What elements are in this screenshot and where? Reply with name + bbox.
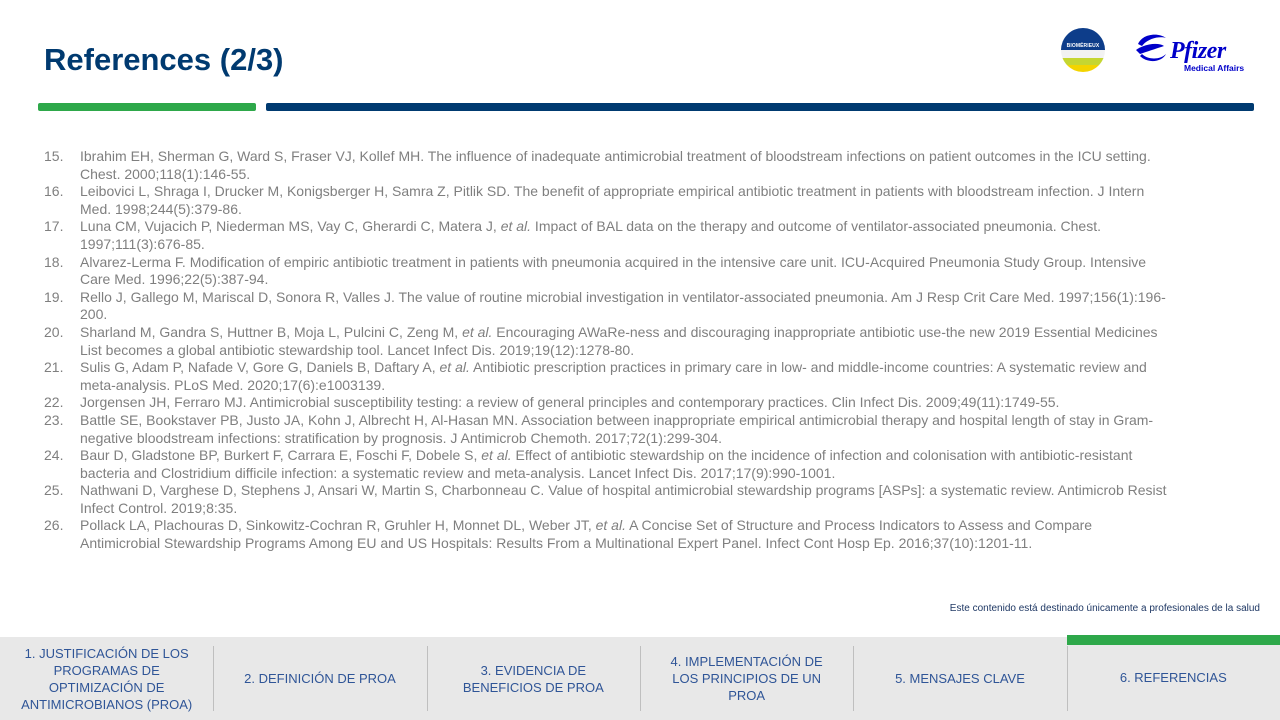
reference-item: [44, 218, 1169, 253]
reference-details: Antibiotic prescription practices in primary care in low- and middle-income countries: A systematic review and meta-analysis. PLoS Med. 2020;17(6):e1003139.: [80, 359, 1147, 393]
reference-text: Leibovici L, Shraga I, Drucker M, Konigsberger H, Samra Z, Pitlik SD. The benefit of appropriate empirical antibiotic treatment in patients with bloodstream infection. J Intern Med. 1998;244(5):379-86.: [80, 183, 1145, 217]
reference-details: A Concise Set of Structure and Process Indicators to Assess and Compare Antimicrobial Stewardship Programs Among EU and US Hospitals: Results From a Multinational Expert Panel. Infect Cont Hosp Ep. 2016;37(10):1201-11.: [80, 517, 1093, 552]
section-nav: [0, 637, 1280, 720]
reference-number: 26.: [44, 517, 64, 534]
reference-text: Battle SE, Bookstaver PB, Justo JA, Kohn J, Albrecht H, Al-Hasan MN. Association between inappropriate empirical antimicrobial therapy and hospital length of stay in Gram-negative bloodstream infections: stratification by prognosis. J Antimicrob Chemoth. 2017;72(1):299-304.: [80, 411, 1154, 446]
header-rule-blue: [266, 103, 1254, 111]
reference-number: 17.: [44, 218, 64, 235]
reference-item: [44, 517, 1169, 552]
reference-item: [44, 447, 1169, 482]
reference-item: [44, 324, 1169, 359]
reference-number: 22.: [44, 394, 64, 411]
reference-text: Ibrahim EH, Sherman G, Ward S, Fraser VJ, Kollef MH. The influence of inadequate antimicrobial treatment of bloodstream infections on patient outcomes in the ICU setting. Chest. 2000;118(1):146-55.: [80, 148, 1151, 182]
biomerieux-logo-text: BIOMÉRIEUX: [1066, 43, 1100, 49]
reference-et-al: et al.: [595, 517, 626, 534]
reference-details: Impact of BAL data on the therapy and outcome of ventilator-associated pneumonia. Chest. 1997;111(3):676-85.: [80, 218, 1101, 252]
reference-text: [80, 218, 1101, 252]
reference-number: 16.: [44, 183, 64, 200]
reference-number: 25.: [44, 482, 64, 499]
reference-item: [44, 482, 1169, 517]
reference-authors: Sharland M, Gandra S, Huttner B, Moja L, Pulcini C, Zeng M,: [80, 323, 463, 340]
nav-tab-label: 3. EVIDENCIA DE BENEFICIOS DE PROA: [462, 662, 604, 695]
reference-number: 15.: [44, 148, 64, 164]
pfizer-logo: [1132, 28, 1256, 76]
reference-item: [44, 254, 1169, 289]
biomerieux-logo: [1061, 28, 1105, 72]
reference-item: [44, 148, 1169, 183]
nav-tab-6[interactable]: [1067, 637, 1280, 720]
pfizer-wordmark: Pfizer: [1170, 38, 1226, 64]
reference-text: [80, 324, 1158, 358]
disclaimer-text: Este contenido está destinado únicamente a profesionales de la salud: [949, 603, 1260, 614]
reference-item: [44, 359, 1169, 394]
reference-text: Alvarez-Lerma F. Modification of empiric antibiotic treatment in patients with pneumonia acquired in the intensive care unit. ICU-Acquired Pneumonia Study Group. Intensive Care Med. 1996;22(5):387-94.: [80, 253, 1147, 288]
reference-item: [44, 289, 1169, 324]
reference-details: Encouraging AWaRe-ness and discouraging inappropriate antibiotic use-the new 2019 Essential Medicines List becomes a global antibiotic stewardship tool. Lancet Infect Dis. 2019;19(12):1278-80.: [80, 323, 1158, 358]
reference-text: [80, 359, 1147, 393]
reference-text: Rello J, Gallego M, Mariscal D, Sonora R, Valles J. The value of routine microbial investigation in ventilator-associated pneumonia. Am J Resp Crit Care Med. 1997;156(1):196-200.: [80, 288, 1166, 323]
nav-tab-5[interactable]: [853, 637, 1066, 720]
reference-text: Nathwani D, Varghese D, Stephens J, Ansari W, Martin S, Charbonneau C. Value of hospital antimicrobial stewardship programs [ASPs]: a systematic review. Antimicrob Resist Infect Control. 2019;8:35.: [80, 482, 1167, 516]
reference-number: 21.: [44, 359, 64, 376]
reference-number: 19.: [44, 288, 64, 305]
reference-authors: Baur D, Gladstone BP, Burkert F, Carrara E, Foschi F, Dobele S,: [80, 447, 482, 464]
header-rule-green: [38, 103, 256, 111]
nav-tab-label: 5. MENSAJES CLAVE: [895, 671, 1025, 686]
page-title: References (2/3): [44, 42, 284, 77]
reference-item: [44, 412, 1169, 447]
nav-tab-label: 1. JUSTIFICACIÓN DE LOS PROGRAMAS DE OPTIMIZACIÓN DE ANTIMICROBIANOS (PROA): [21, 645, 193, 712]
reference-authors: Luna CM, Vujacich P, Niederman MS, Vay C, Gherardi C, Matera J,: [80, 218, 501, 235]
reference-text: [80, 447, 1132, 481]
reference-text: Jorgensen JH, Ferraro MJ. Antimicrobial susceptibility testing: a review of general principles and contemporary practices. Clin Infect Dis. 2009;49(11):1749-55.: [80, 394, 1060, 411]
nav-tab-label: 6. REFERENCIAS: [1119, 670, 1227, 685]
nav-tab-label: 2. DEFINICIÓN DE PROA: [244, 671, 396, 686]
reference-number: 24.: [44, 447, 64, 464]
pfizer-subtitle: Medical Affairs: [1184, 63, 1245, 73]
reference-et-al: et al.: [462, 323, 493, 340]
reference-authors: Pollack LA, Plachouras D, Sinkowitz-Cochran R, Gruhler H, Monnet DL, Weber JT,: [80, 517, 596, 534]
pfizer-pill-icon: [1132, 30, 1170, 66]
reference-item: [44, 394, 1169, 412]
nav-tab-1[interactable]: [0, 637, 213, 720]
reference-text: [80, 517, 1092, 551]
reference-number: 20.: [44, 323, 64, 340]
reference-et-al: et al.: [500, 218, 532, 235]
nav-tab-2[interactable]: [213, 637, 426, 720]
reference-details: Effect of antibiotic stewardship on the incidence of infection and colonisation with antibiotic-resistant bacteria and Clostridium difficile infection: a systematic review and meta-analysis. Lancet Infect Dis. 2017;17(9):990-1001.: [80, 447, 1133, 481]
nav-tab-label: 4. IMPLEMENTACIÓN DE LOS PRINCIPIOS DE UN PROA: [670, 654, 823, 703]
reference-list: [44, 148, 1169, 553]
reference-number: 23.: [44, 411, 64, 428]
nav-tab-4[interactable]: [640, 637, 853, 720]
reference-authors: Sulis G, Adam P, Nafade V, Gore G, Daniels B, Daftary A,: [80, 359, 440, 376]
reference-item: [44, 183, 1169, 218]
nav-tab-3[interactable]: [427, 637, 640, 720]
reference-number: 18.: [44, 253, 64, 270]
reference-et-al: et al.: [439, 359, 470, 376]
reference-et-al: et al.: [481, 447, 512, 464]
